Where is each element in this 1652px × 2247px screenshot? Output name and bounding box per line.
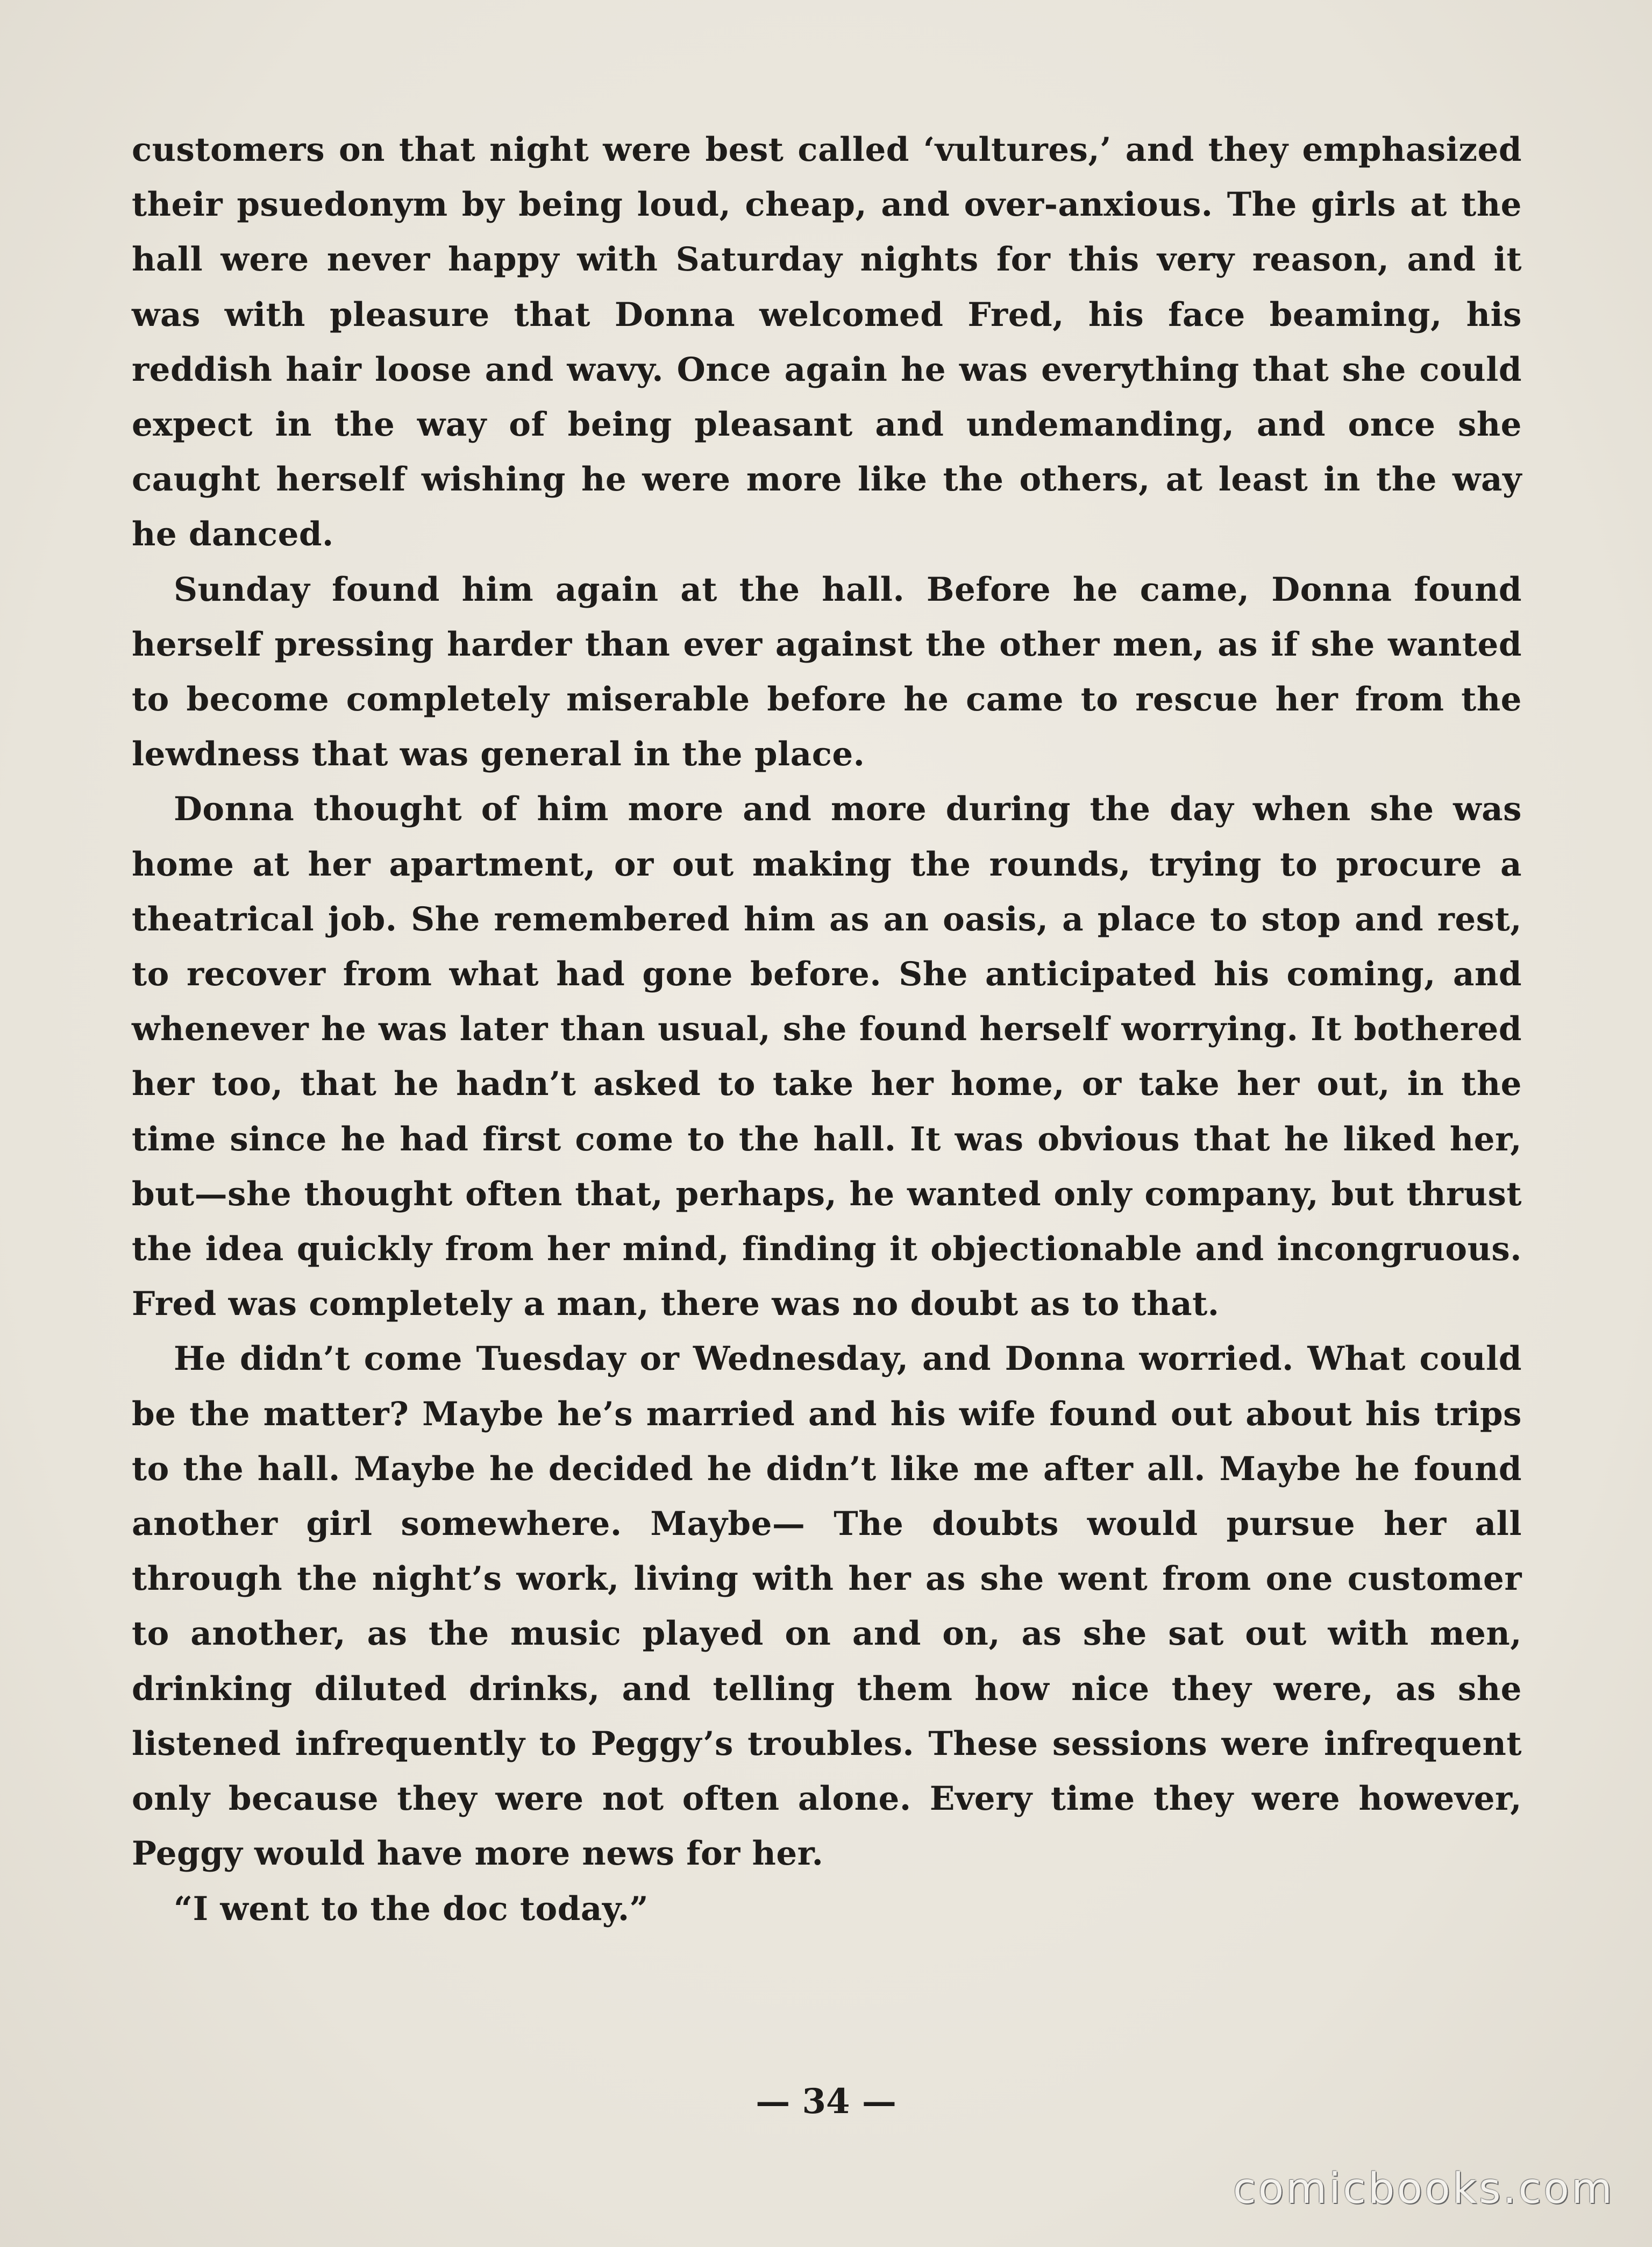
paragraph: Donna thought of him more and more during the day when she was home at her apartment, or out making the rounds, trying to procure a theatrical job. She remembered him as an oasis, a place to stop and rest, to recover from what had gone before. She anticipated his coming, and whenever he was later than usual, she found herself worrying. It bothered her too, that he hadn’t asked to take her home, or take her out, in the time since he had first come to the hall. It was obvious that he liked her, but—she thought often that, perhaps, he wanted only company, but thrust the idea quickly from her mind, finding it objectionable and incongruous. Fred was completely a man, there was no doubt as to that. [132,790,1522,1324]
paragraph: customers on that night were best called ‘vultures,’ and they emphasized their psuedonym by being loud, cheap, and over-anxious. The girls at the hall were never happy with Saturday nights for this very reason, and it was with pleasure that Donna welcomed Fred, his face beaming, his reddish hair loose and wavy. Once again he was everything that she could expect in the way of being pleasant and undemanding, and once she caught herself wishing he were more like the others, at least in the way he danced. [132,131,1522,554]
paragraph: “I went to the doc today.” [174,1889,649,1928]
paragraph: Sunday found him again at the hall. Before he came, Donna found herself pressing harder than ever against the other men, as if she wanted to become completely miserable before he came to rescue her from the lewdness that was general in the place. [132,570,1522,774]
paragraph: He didn’t come Tuesday or Wednesday, and Donna worried. What could be the matter? Maybe he’s married and his wife found out about his trips to the hall. Maybe he decided he didn’t like me after all. Maybe he found another girl somewhere. Maybe— The doubts would pursue her all through the night’s work, living with her as she went from one customer to another, as the music played on and on, as she sat out with men, drinking diluted drinks, and telling them how nice they were, as she listened infrequently to Peggy’s troubles. These sessions were infrequent only because they were not often alone. Every time they were however, Peggy would have more news for her. [132,1340,1522,1873]
page-number: — 34 — [756,2081,896,2122]
watermark: comicbooks.com [1233,2165,1614,2213]
body-text [132,123,1522,1937]
